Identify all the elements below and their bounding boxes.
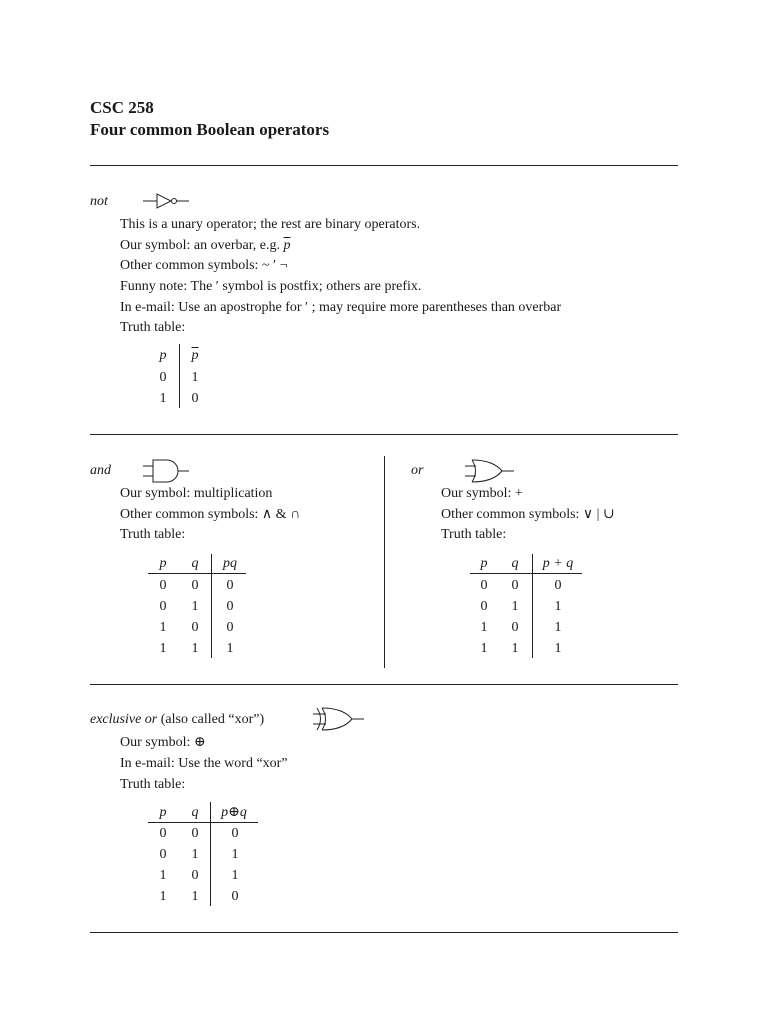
- table-cell: 0: [159, 847, 167, 862]
- or-line-2: Other common symbols: ∨ | ∪: [441, 507, 615, 522]
- and-line-2: Other common symbols: ∧ & ∩: [120, 507, 301, 522]
- table-header: p: [159, 556, 167, 571]
- table-header: q: [511, 556, 519, 571]
- table-cell: 1: [159, 641, 167, 656]
- table-cell: 0: [226, 599, 234, 614]
- table-cell: 1: [191, 370, 199, 385]
- not-line-6: Truth table:: [120, 320, 186, 335]
- xor-line-2: In e-mail: Use the word “xor”: [120, 756, 288, 771]
- or-gate-icon: [465, 458, 517, 484]
- xor-operator-name: exclusive or: [90, 712, 158, 727]
- xor-line-1: Our symbol: ⊕: [120, 735, 206, 750]
- table-header: q: [191, 556, 199, 571]
- table-cell: 1: [191, 889, 199, 904]
- divider: [90, 434, 678, 435]
- table-cell: 1: [191, 847, 199, 862]
- table-cell: 1: [511, 641, 519, 656]
- table-header: p: [480, 556, 488, 571]
- table-header: pq: [223, 556, 237, 571]
- table-cell: 0: [191, 826, 199, 841]
- not-operator-name: not: [90, 194, 108, 209]
- not-gate-icon: [143, 192, 193, 210]
- table-cell: 1: [554, 620, 562, 635]
- table-header: p⊕q: [221, 805, 247, 820]
- or-line-3: Truth table:: [441, 527, 507, 542]
- table-cell: 1: [159, 889, 167, 904]
- table-cell: 0: [159, 826, 167, 841]
- table-header: p: [159, 805, 167, 820]
- table-divider: [211, 554, 212, 658]
- table-header: q: [191, 805, 199, 820]
- table-cell: 1: [554, 641, 562, 656]
- table-cell: 1: [159, 620, 167, 635]
- table-cell: 1: [231, 868, 239, 883]
- and-line-3: Truth table:: [120, 527, 186, 542]
- not-line-3: Other common symbols: ~ ′ ¬: [120, 258, 288, 273]
- table-cell: 1: [480, 620, 488, 635]
- divider: [90, 684, 678, 685]
- table-cell: 0: [231, 826, 239, 841]
- page-title: Four common Boolean operators: [90, 120, 330, 139]
- table-header-rule: [470, 573, 582, 574]
- and-operator-name: and: [90, 463, 111, 478]
- table-header: p + q: [542, 556, 574, 571]
- table-cell: 0: [226, 620, 234, 635]
- xor-heading: [90, 713, 264, 727]
- table-cell: 1: [554, 599, 562, 614]
- table-header-rule: [148, 822, 258, 823]
- and-gate-icon: [143, 458, 193, 484]
- and-line-1: Our symbol: multiplication: [120, 486, 273, 501]
- not-line-5: In e-mail: Use an apostrophe for ′ ; may require more parentheses than overbar: [120, 300, 562, 315]
- table-header: p: [159, 348, 167, 363]
- table-cell: 1: [226, 641, 234, 656]
- table-cell: 1: [159, 391, 167, 406]
- table-cell: 1: [191, 641, 199, 656]
- xor-aside: (also called “xor”): [157, 712, 265, 727]
- table-cell: 0: [554, 578, 562, 593]
- table-header-rule: [148, 573, 246, 574]
- table-cell: 0: [480, 578, 488, 593]
- table-cell: 0: [159, 370, 167, 385]
- or-line-1: Our symbol: +: [441, 486, 523, 501]
- table-cell: 0: [191, 578, 199, 593]
- divider: [90, 165, 678, 166]
- table-cell: 1: [231, 847, 239, 862]
- table-cell: 0: [159, 578, 167, 593]
- table-cell: 0: [159, 599, 167, 614]
- table-cell: 0: [191, 620, 199, 635]
- xor-line-3: Truth table:: [120, 777, 186, 792]
- or-operator-name: or: [411, 463, 424, 478]
- table-cell: 0: [191, 391, 199, 406]
- course-code: CSC 258: [90, 98, 154, 117]
- overbar-example: $\overline{p}$: [283, 238, 291, 253]
- divider: [90, 932, 678, 933]
- table-header: $\overline{p}$: [191, 348, 199, 363]
- table-cell: 1: [511, 599, 519, 614]
- not-line-2-text: Our symbol: an overbar, e.g.: [120, 238, 284, 253]
- column-divider: [384, 456, 385, 668]
- table-cell: 0: [511, 620, 519, 635]
- not-line-1: This is a unary operator; the rest are binary operators.: [120, 217, 421, 232]
- not-line-2: [120, 239, 291, 253]
- table-cell: 0: [231, 889, 239, 904]
- table-cell: 1: [159, 868, 167, 883]
- table-divider: [210, 802, 211, 906]
- table-cell: 1: [191, 599, 199, 614]
- xor-gate-icon: [313, 706, 367, 732]
- table-cell: 0: [480, 599, 488, 614]
- table-cell: 0: [191, 868, 199, 883]
- table-cell: 1: [480, 641, 488, 656]
- table-cell: 0: [511, 578, 519, 593]
- not-line-4: Funny note: The ′ symbol is postfix; others are prefix.: [120, 279, 422, 294]
- table-divider: [532, 554, 533, 658]
- table-cell: 0: [226, 578, 234, 593]
